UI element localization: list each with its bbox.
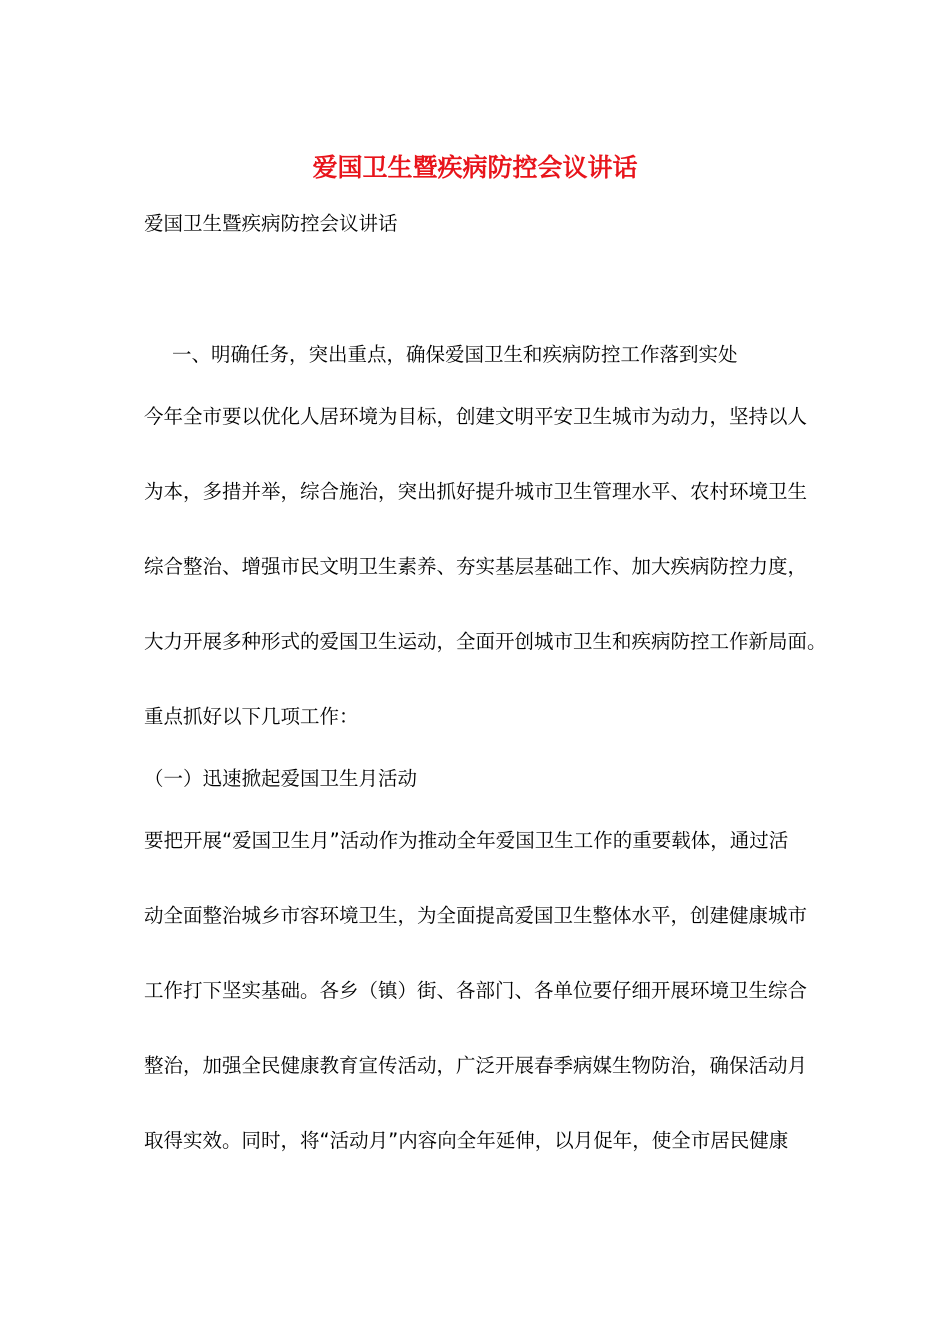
paragraph-1-line-2: 为本，多措并举，综合施治，突出抓好提升城市卫生管理水平、农村环境卫生 <box>144 480 808 503</box>
paragraph-3-line-3: 工作打下坚实基础。各乡（镇）街、各部门、各单位要仔细开展环境卫生综合 <box>144 979 808 1002</box>
paragraph-2: 重点抓好以下几项工作： <box>144 705 359 728</box>
subheading-1: （一）迅速掀起爱国卫生月活动 <box>144 767 418 790</box>
document-title: 爱国卫生暨疾病防控会议讲话 <box>312 153 638 182</box>
section-heading: 一、明确任务，突出重点，确保爱国卫生和疾病防控工作落到实处 <box>172 343 738 366</box>
paragraph-3-line-5: 取得实效。同时，将“活动月”内容向全年延伸，以月促年，使全市居民健康 <box>144 1129 789 1152</box>
paragraph-1-line-1: 今年全市要以优化人居环境为目标，创建文明平安卫生城市为动力，坚持以人 <box>144 405 808 428</box>
paragraph-3-line-1: 要把开展“爱国卫生月”活动作为推动全年爱国卫生工作的重要载体，通过活 <box>144 829 789 852</box>
paragraph-1-line-4: 大力开展多种形式的爱国卫生运动，全面开创城市卫生和疾病防控工作新局面。 <box>144 630 827 653</box>
paragraph-1-line-3: 综合整治、增强市民文明卫生素养、夯实基层基础工作、加大疾病防控力度， <box>144 555 808 578</box>
document-subtitle: 爱国卫生暨疾病防控会议讲话 <box>144 212 398 235</box>
paragraph-3-line-2: 动全面整治城乡市容环境卫生，为全面提高爱国卫生整体水平，创建健康城市 <box>144 904 808 927</box>
paragraph-3-line-4: 整治，加强全民健康教育宣传活动，广泛开展春季病媒生物防治，确保活动月 <box>144 1054 808 1077</box>
